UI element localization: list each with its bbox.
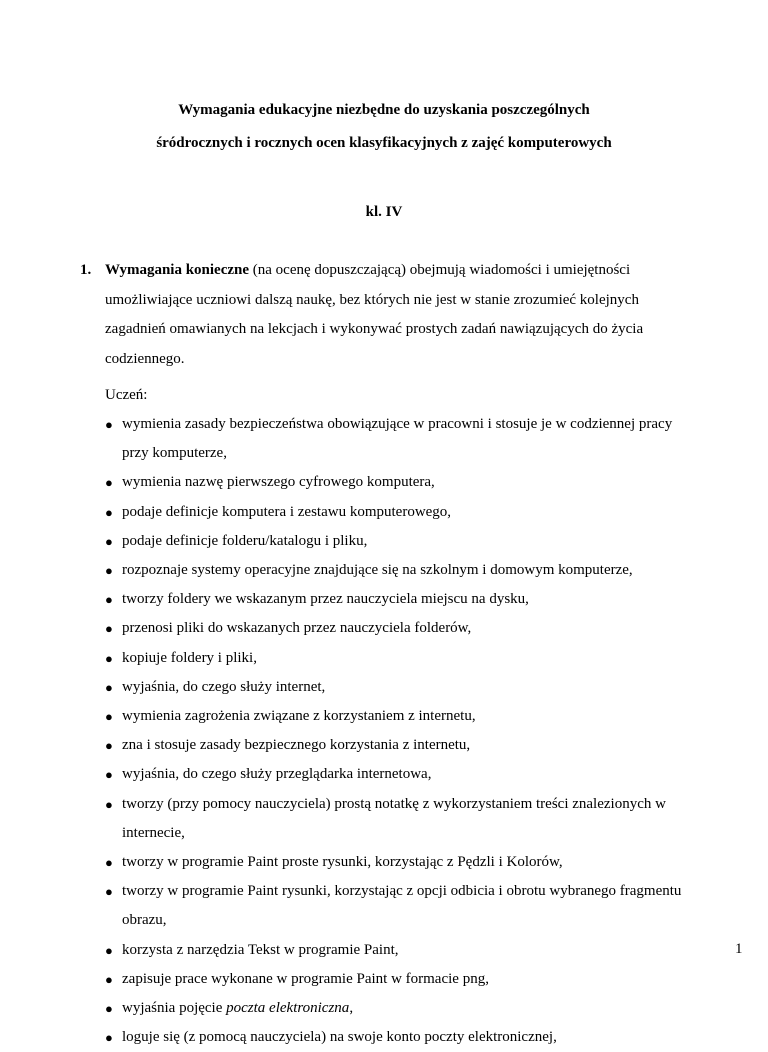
student-label: Uczeń: (105, 387, 148, 403)
bullet-icon: ● (105, 884, 113, 900)
list-item-prefix: wyjaśnia pojęcie (122, 1000, 227, 1017)
bullet-icon: ● (105, 738, 113, 754)
bullet-icon: ● (105, 1001, 113, 1017)
list-item (105, 936, 690, 965)
list-item-text: wymienia zagrożenia związane z korzystaniem z internetu, (122, 708, 476, 725)
document-title-line-1: Wymagania edukacyjne niezbędne do uzyskania poszczególnych (178, 102, 590, 118)
bullet-icon: ● (105, 417, 113, 432)
list-item (105, 848, 690, 877)
list-item-text: zna i stosuje zasady bezpiecznego korzystania z internetu, (122, 737, 471, 754)
list-item-text: wymienia zasady bezpieczeństwa obowiązujące w pracowni i stosuje je w codziennej pracy przy komputerze, (122, 416, 673, 462)
list-item-text: tworzy w programie Paint proste rysunki, korzystając z Pędzli i Kolorów, (122, 854, 563, 871)
list-item (105, 585, 690, 614)
bullet-icon: ● (105, 563, 113, 579)
list-item-text: kopiuje foldery i pliki, (122, 649, 257, 666)
class-label: kl. IV (365, 204, 403, 220)
bullet-icon: ● (105, 855, 113, 871)
bullet-icon: ● (105, 796, 113, 812)
list-item-text: korzysta z narzędzia Tekst w programie Paint, (122, 941, 399, 958)
list-item (105, 527, 690, 556)
section-heading-bold: Wymagania konieczne (105, 262, 250, 278)
bullet-icon: ● (105, 533, 113, 549)
section-requirements-necessary (80, 256, 690, 1052)
section-number: 1. (80, 262, 92, 278)
list-item-text: tworzy w programie Paint rysunki, korzystając z opcji odbicia i obrotu wybranego fragmentu obrazu, (122, 883, 682, 929)
requirements-list (80, 410, 690, 1052)
section-heading (80, 256, 690, 374)
list-item-text: rozpoznaje systemy operacyjne znajdujące się na szkolnym i domowym komputerze, (122, 562, 633, 579)
list-item (105, 994, 690, 1023)
list-item-text: podaje definicje folderu/katalogu i pliku, (122, 532, 368, 549)
bullet-icon: ● (105, 650, 113, 666)
document-title (0, 94, 768, 160)
list-item (105, 702, 690, 731)
list-item (105, 790, 690, 848)
list-item (105, 673, 690, 702)
list-item-text: tworzy (przy pomocy nauczyciela) prostą notatkę z wykorzystaniem treści znalezionych w internecie, (122, 795, 666, 841)
page-number: 1 (735, 941, 743, 957)
bullet-icon: ● (105, 767, 113, 783)
list-item (105, 965, 690, 994)
bullet-icon: ● (105, 621, 113, 637)
list-item (105, 877, 690, 935)
list-item (105, 410, 690, 468)
bullet-icon: ● (105, 942, 113, 958)
bullet-icon: ● (105, 504, 113, 520)
list-item (105, 760, 690, 789)
list-item-text: wymienia nazwę pierwszego cyfrowego komputera, (122, 474, 435, 491)
bullet-icon: ● (105, 475, 113, 491)
list-item (105, 468, 690, 497)
list-item (105, 614, 690, 643)
list-item (105, 498, 690, 527)
list-item-text: zapisuje prace wykonane w programie Paint w formacie png, (122, 970, 489, 987)
list-item-text: loguje się (z pomocą nauczyciela) na swoje konto poczty elektronicznej, (122, 1029, 557, 1046)
list-item-text: wyjaśnia, do czego służy internet, (122, 678, 326, 695)
bullet-icon: ● (105, 709, 113, 725)
document-title-line-2: śródrocznych i rocznych ocen klasyfikacyjnych z zajęć komputerowych (156, 135, 612, 151)
list-item-text: tworzy foldery we wskazanym przez nauczyciela miejscu na dysku, (122, 591, 529, 608)
list-item (105, 556, 690, 585)
list-item (105, 644, 690, 673)
list-item (105, 1023, 690, 1052)
bullet-icon: ● (105, 1030, 113, 1046)
list-item (105, 731, 690, 760)
list-item-text: przenosi pliki do wskazanych przez nauczyciela folderów, (122, 620, 472, 637)
list-item-suffix: , (349, 1000, 354, 1017)
list-item-text: wyjaśnia, do czego służy przeglądarka internetowa, (122, 766, 432, 783)
bullet-icon: ● (105, 679, 113, 695)
list-item-text: podaje definicje komputera i zestawu komputerowego, (122, 503, 452, 520)
bullet-icon: ● (105, 971, 113, 987)
bullet-icon: ● (105, 592, 113, 608)
section-heading-text: (na ocenę dopuszczającą) obejmują wiadomości i umiejętności umożliwiające uczniowi dalszą naukę, bez których nie jest w stanie zrozumieć kolejnych zagadnień omawianych na lekcjach i wykonywać prostych zadań nawiązujących do życia codziennego. (105, 262, 644, 367)
list-item-term: poczta elektroniczna (226, 1000, 350, 1017)
